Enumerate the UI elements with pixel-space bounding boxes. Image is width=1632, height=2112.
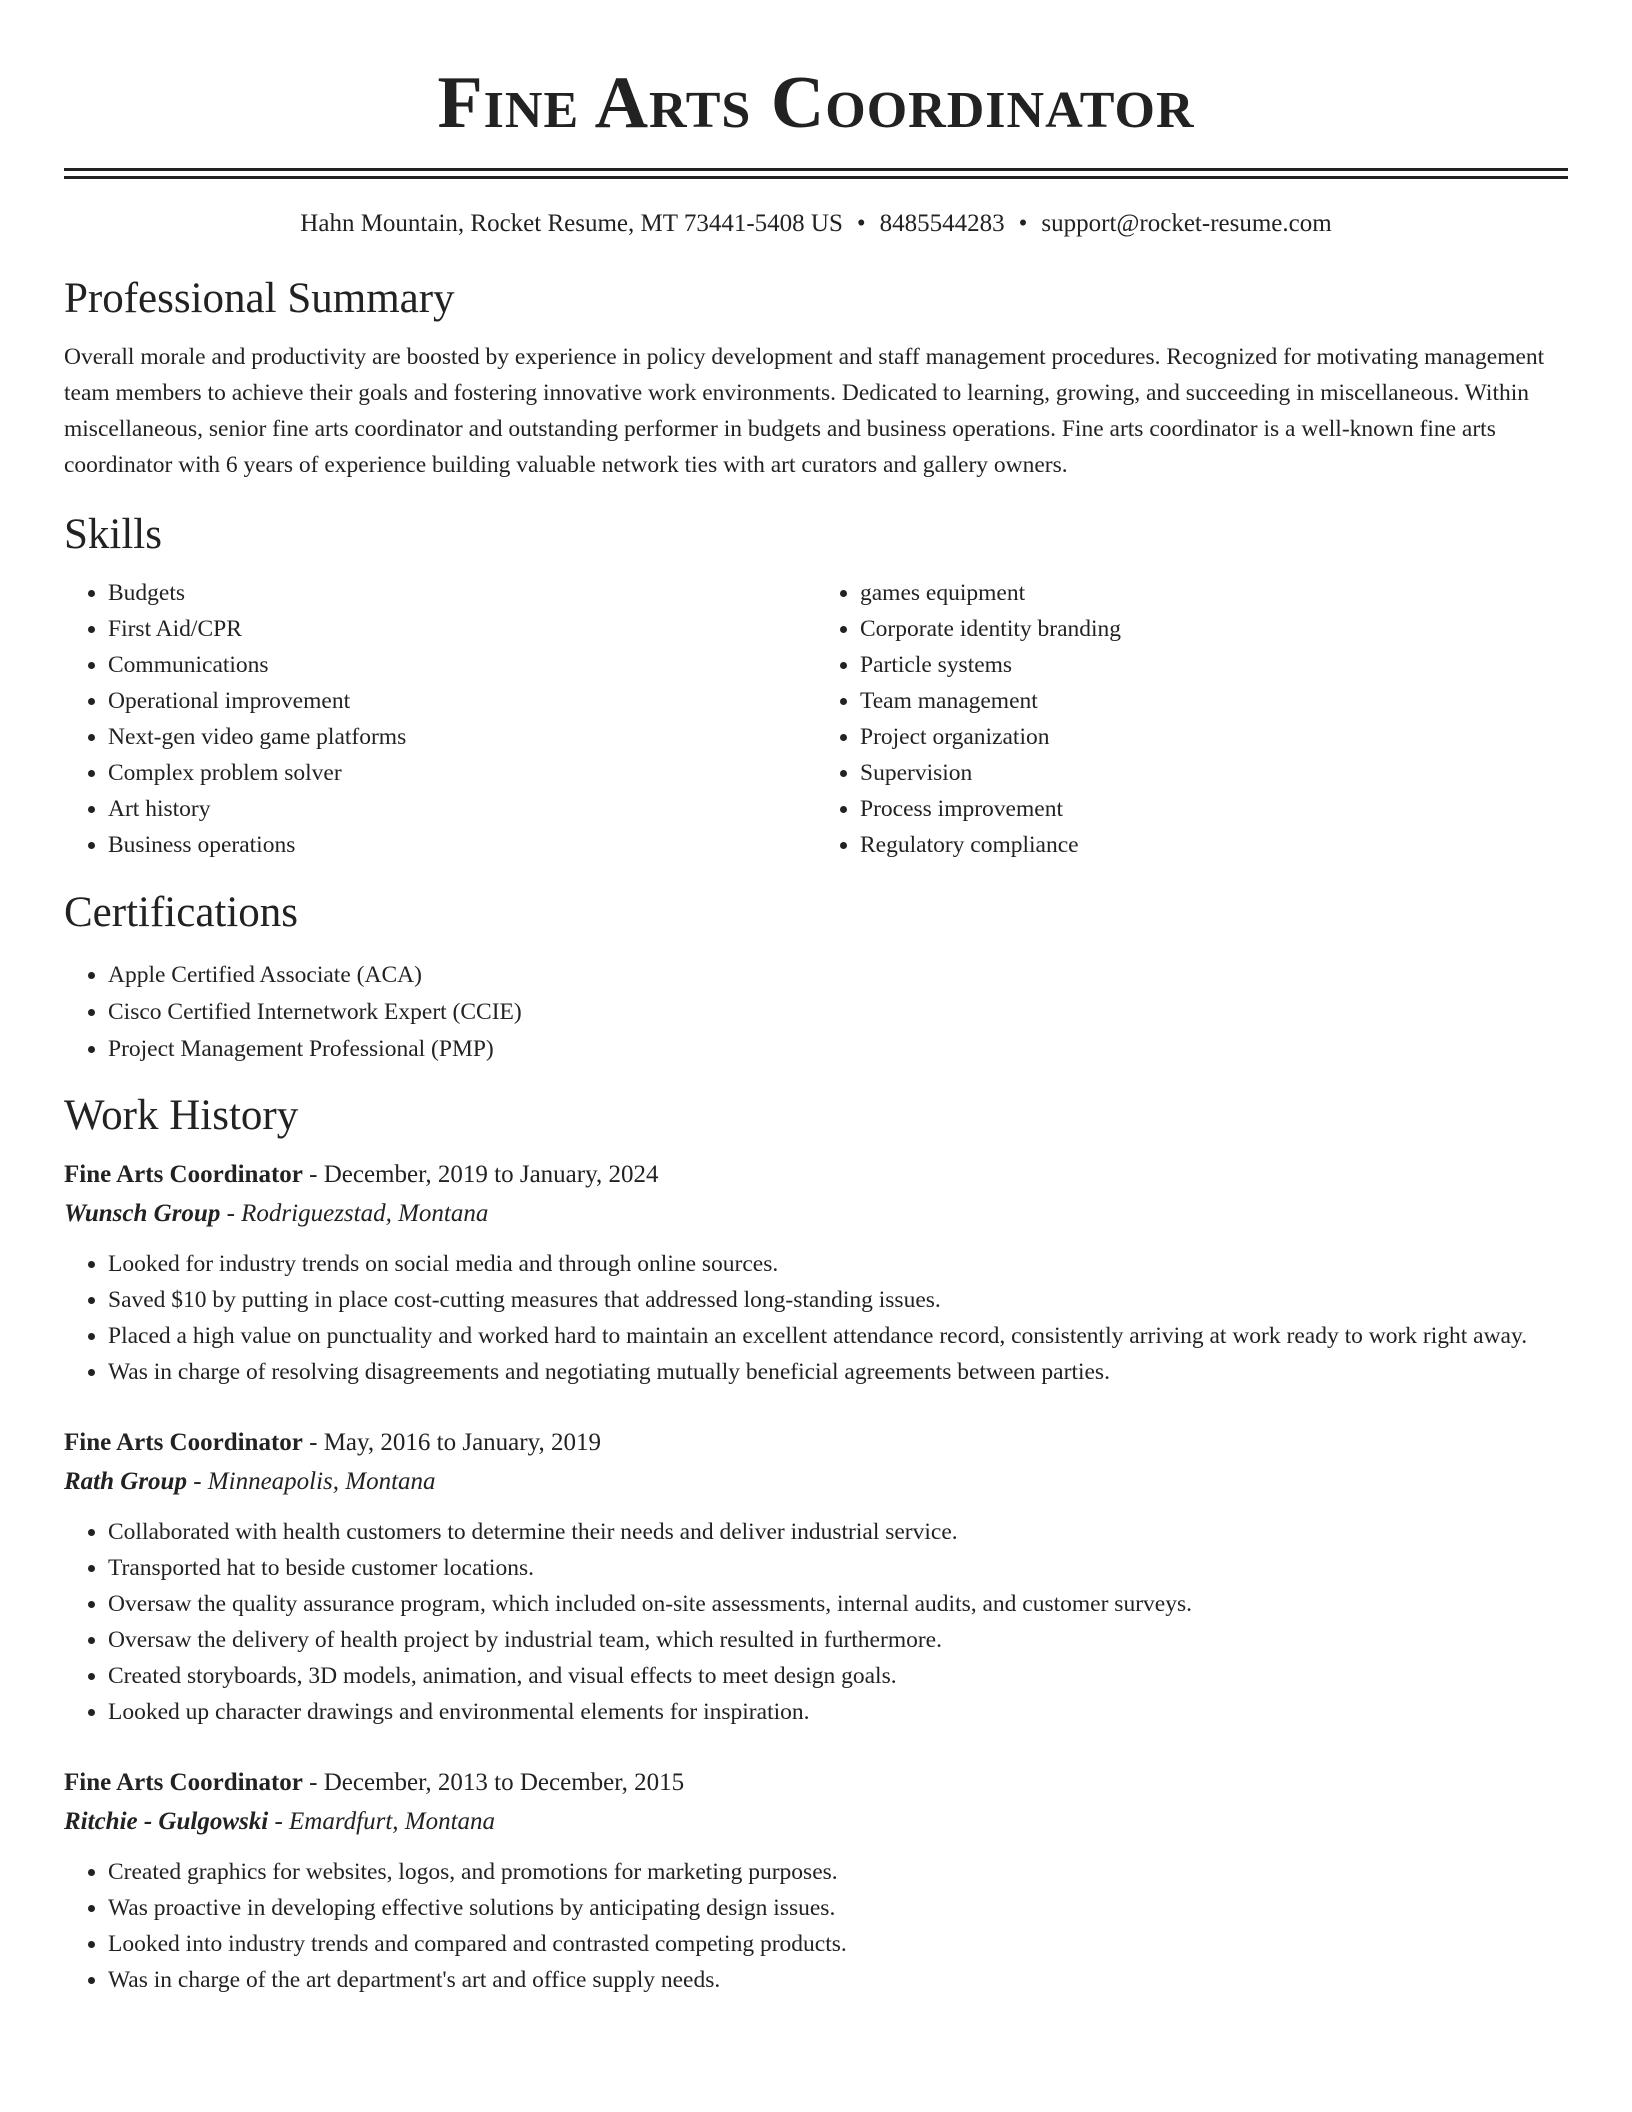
skill-item: • First Aid/CPR bbox=[108, 611, 816, 647]
skill-item: • Regulatory compliance bbox=[860, 827, 1568, 863]
company-location: - Minneapolis, Montana bbox=[193, 1468, 436, 1495]
job-bullet: • Collaborated with health customers to determine their needs and deliver industrial service. bbox=[108, 1514, 1568, 1550]
job-dates: - December, 2019 to January, 2024 bbox=[309, 1161, 659, 1188]
certification-item: • Project Management Professional (PMP) bbox=[108, 1031, 1568, 1068]
certification-item: • Cisco Certified Internetwork Expert (CCIE) bbox=[108, 994, 1568, 1031]
job-bullets bbox=[64, 1854, 1568, 1998]
resume-title: Fine Arts Coordinator bbox=[437, 62, 1195, 144]
job-dates: - December, 2013 to December, 2015 bbox=[309, 1769, 685, 1796]
section-heading-skills: Skills bbox=[64, 511, 162, 558]
contact-separator: • bbox=[1018, 210, 1028, 237]
job-bullet: • Saved $10 by putting in place cost-cutting measures that addressed long-standing issues. bbox=[108, 1282, 1568, 1318]
job-bullet: • Was in charge of resolving disagreements and negotiating mutually beneficial agreements between parties. bbox=[108, 1354, 1568, 1390]
skill-item: • Process improvement bbox=[860, 791, 1568, 827]
job-entry bbox=[64, 1156, 1568, 1390]
job-title: Fine Arts Coordinator bbox=[64, 1429, 303, 1456]
job-bullet: • Was proactive in developing effective solutions by anticipating design issues. bbox=[108, 1890, 1568, 1926]
section-heading-certifications: Certifications bbox=[64, 889, 299, 936]
skills-list-right bbox=[816, 575, 1568, 863]
skill-item: • Particle systems bbox=[860, 647, 1568, 683]
company-name: Wunsch Group bbox=[64, 1200, 221, 1227]
contact-phone: 8485544283 bbox=[879, 210, 1005, 237]
skill-item: • Operational improvement bbox=[108, 683, 816, 719]
section-heading-summary: Professional Summary bbox=[64, 275, 455, 322]
skill-item: • Budgets bbox=[108, 575, 816, 611]
section-heading-work-history: Work History bbox=[64, 1092, 299, 1139]
job-bullet: • Was in charge of the art department's art and office supply needs. bbox=[108, 1962, 1568, 1998]
resume-page bbox=[64, 0, 1568, 1998]
skill-item: • Next-gen video game platforms bbox=[108, 719, 816, 755]
skill-item: • games equipment bbox=[860, 575, 1568, 611]
skill-item: • Art history bbox=[108, 791, 816, 827]
company-line bbox=[64, 1194, 1568, 1234]
job-entry bbox=[64, 1764, 1568, 1998]
company-name: Rath Group bbox=[64, 1468, 187, 1495]
job-bullet: • Looked for industry trends on social media and through online sources. bbox=[108, 1246, 1568, 1282]
job-title-line bbox=[64, 1764, 1568, 1802]
summary-text: Overall morale and productivity are boosted by experience in policy development and staff management procedures. Recognized for motivating management team members to achieve their goals and fostering innovative work environments. Dedicated to learning, growing, and succeeding in miscellaneous. Within miscellaneous, senior fine arts coordinator and outstanding performer in budgets and business operations. Fine arts coordinator is a well-known fine arts coordinator with 6 years of experience building valuable network ties with art curators and gallery owners. bbox=[64, 344, 1545, 478]
job-bullet: • Oversaw the delivery of health project by industrial team, which resulted in furthermore. bbox=[108, 1622, 1568, 1658]
job-title: Fine Arts Coordinator bbox=[64, 1769, 303, 1796]
contact-email: support@rocket-resume.com bbox=[1041, 210, 1332, 237]
job-bullet: • Transported hat to beside customer locations. bbox=[108, 1550, 1568, 1586]
company-name: Ritchie - Gulgowski bbox=[64, 1808, 269, 1835]
company-line bbox=[64, 1462, 1568, 1502]
job-title-line bbox=[64, 1424, 1568, 1462]
job-bullet: • Looked up character drawings and environmental elements for inspiration. bbox=[108, 1694, 1568, 1730]
skill-item: • Communications bbox=[108, 647, 816, 683]
skill-item: • Supervision bbox=[860, 755, 1568, 791]
skill-item: • Business operations bbox=[108, 827, 816, 863]
skill-item: • Project organization bbox=[860, 719, 1568, 755]
job-dates: - May, 2016 to January, 2019 bbox=[309, 1429, 601, 1456]
contact-line bbox=[64, 207, 1568, 241]
job-bullet: • Created storyboards, 3D models, animation, and visual effects to meet design goals. bbox=[108, 1658, 1568, 1694]
job-bullet: • Looked into industry trends and compared and contrasted competing products. bbox=[108, 1926, 1568, 1962]
job-bullet: • Placed a high value on punctuality and worked hard to maintain an excellent attendance record, consistently arriving at work ready to work right away. bbox=[108, 1318, 1568, 1354]
job-title-line bbox=[64, 1156, 1568, 1194]
company-line bbox=[64, 1802, 1568, 1842]
job-bullet: • Oversaw the quality assurance program, which included on-site assessments, internal audits, and customer surveys. bbox=[108, 1586, 1568, 1622]
job-bullet: • Created graphics for websites, logos, and promotions for marketing purposes. bbox=[108, 1854, 1568, 1890]
job-title: Fine Arts Coordinator bbox=[64, 1161, 303, 1188]
job-bullets bbox=[64, 1514, 1568, 1730]
certifications-list bbox=[64, 957, 1568, 1068]
skill-item: • Team management bbox=[860, 683, 1568, 719]
company-location: - Emardfurt, Montana bbox=[274, 1808, 496, 1835]
contact-address: Hahn Mountain, Rocket Resume, MT 73441-5408 US bbox=[300, 210, 843, 237]
certification-item: • Apple Certified Associate (ACA) bbox=[108, 957, 1568, 994]
job-bullets bbox=[64, 1246, 1568, 1390]
company-location: - Rodriguezstad, Montana bbox=[226, 1200, 489, 1227]
skills-grid bbox=[64, 575, 1568, 863]
title-double-rule bbox=[64, 168, 1568, 179]
job-entry bbox=[64, 1424, 1568, 1730]
contact-separator: • bbox=[856, 210, 866, 237]
skill-item: • Corporate identity branding bbox=[860, 611, 1568, 647]
skills-list-left bbox=[64, 575, 816, 863]
skill-item: • Complex problem solver bbox=[108, 755, 816, 791]
